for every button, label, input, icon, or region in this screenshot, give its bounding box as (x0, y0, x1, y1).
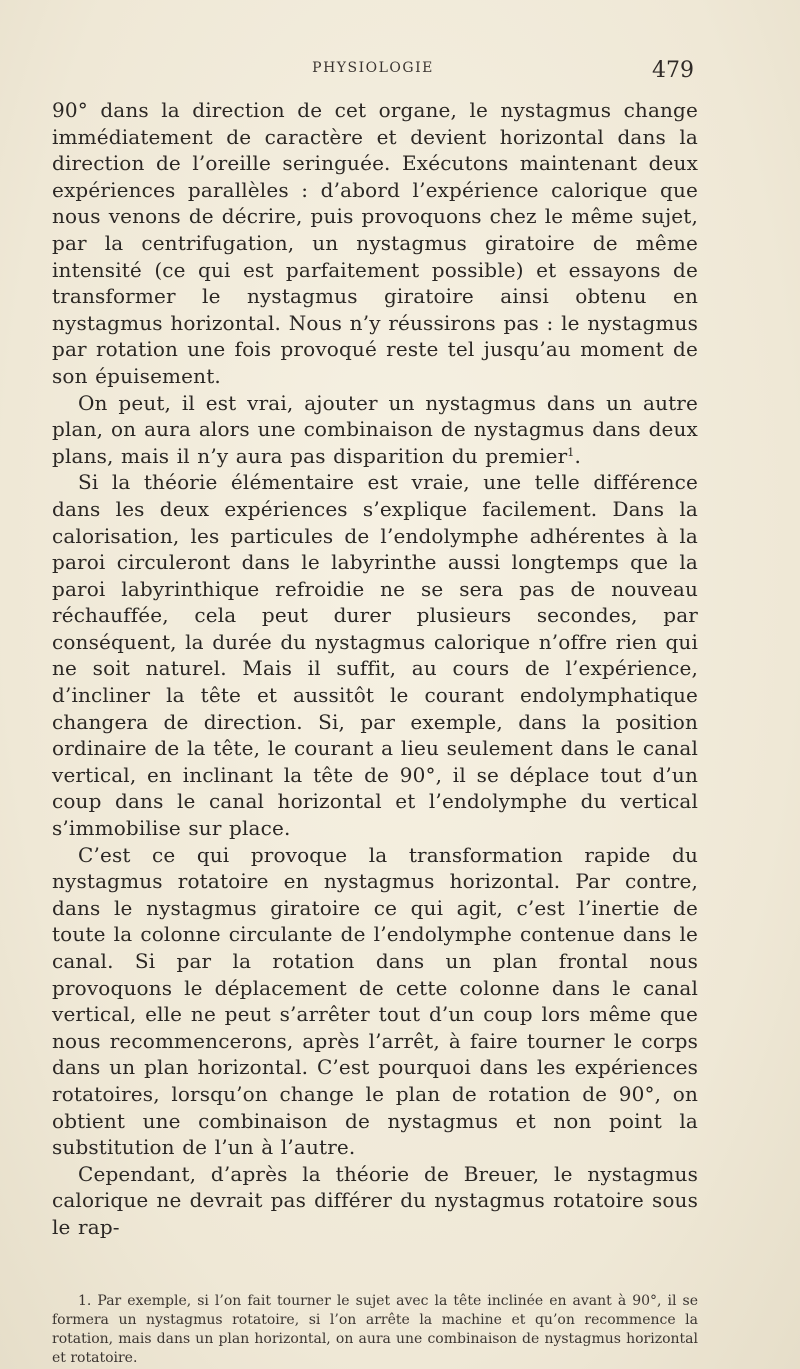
paragraph-5: Cependant, d’après la théorie de Breuer, le nystagmus calorique ne devrait pas différer du nystagmus rotatoire sous le rap- (52, 1161, 698, 1239)
page-number: 479 (652, 58, 694, 83)
footnote-reference: 1 (567, 445, 575, 459)
paragraph-3: Si la théorie élémentaire est vraie, une telle différence dans les deux expériences s’explique facilement. Dans la calorisation, les particules de l’endolymphe adhérentes à la paroi circuleront dans le labyrinthe aussi longtemps que la paroi labyrinthique refroidie ne se sera pas de nouveau réchauffée, cela peut durer plusieurs secondes, par conséquent, la durée du nystagmus calorique n’offre rien qui ne soit naturel. Mais il suffit, au cours de l’expérience, d’incliner la tête et aussitôt le courant endolymphatique changera de direction. Si, par exemple, dans la position ordinaire de la tête, le courant a lieu seulement dans le canal vertical, en inclinant la tête de 90°, il se déplace tout d’un coup dans le canal horizontal et l’endolymphe du vertical s’immobilise sur place. (52, 470, 698, 841)
paragraph-4: C’est ce qui provoque la transformation rapide du nystagmus rotatoire en nystagmus horizontal. Par contre, dans le nystagmus giratoire ce qui agit, c’est l’inertie de toute la colonne circulante de l’endolymphe contenue dans le canal. Si par la rotation dans un plan frontal nous provoquons le déplacement de cette colonne dans le canal vertical, elle ne peut s’arrêter tout d’un coup lors même que nous recommencerons, après l’arrêt, à faire tourner le corps dans un plan horizontal. C’est pourquoi dans les expériences rotatoires, lorsqu’on change le plan de rotation de 90°, on obtient une combinaison de nystagmus et non point la substitution de l’un à l’autre. (52, 842, 698, 1160)
paragraph-2-text: On peut, il est vrai, ajouter un nystagmus dans un autre plan, on aura alors une combinaison de nystagmus dans deux plans, mais il n’y aura pas disparition du premier (52, 390, 698, 468)
footnote: 1. Par exemple, si l’on fait tourner le sujet avec la tête inclinée en avant à 90°, il se formera un nystagmus rotatoire, si l’on arrête la machine et qu’on recommence la rotation, mais dans un plan horizontal, on aura une combinaison de nystagmus horizontal et rotatoire. (52, 1293, 698, 1366)
paragraph-2 (52, 390, 698, 470)
page-header (52, 58, 694, 88)
running-title: PHYSIOLOGIE (312, 60, 434, 76)
paragraph-2-end: . (574, 443, 581, 468)
paragraph-1: 90° dans la direction de cet organe, le nystagmus change immédiatement de caractère et devient horizontal dans la direction de l’oreille seringuée. Exécutons maintenant deux expériences parallèles : d’abord l’expérience calorique que nous venons de décrire, puis provoquons chez le même sujet, par la centrifugation, un nystagmus giratoire de même intensité (ce qui est parfaitement possible) et essayons de transformer le nystagmus giratoire ainsi obtenu en nystagmus horizontal. Nous n’y réussirons pas : le nystagmus par rotation une fois provoqué reste tel jusqu’au moment de son épuisement. (52, 98, 698, 388)
main-text (52, 97, 698, 1241)
